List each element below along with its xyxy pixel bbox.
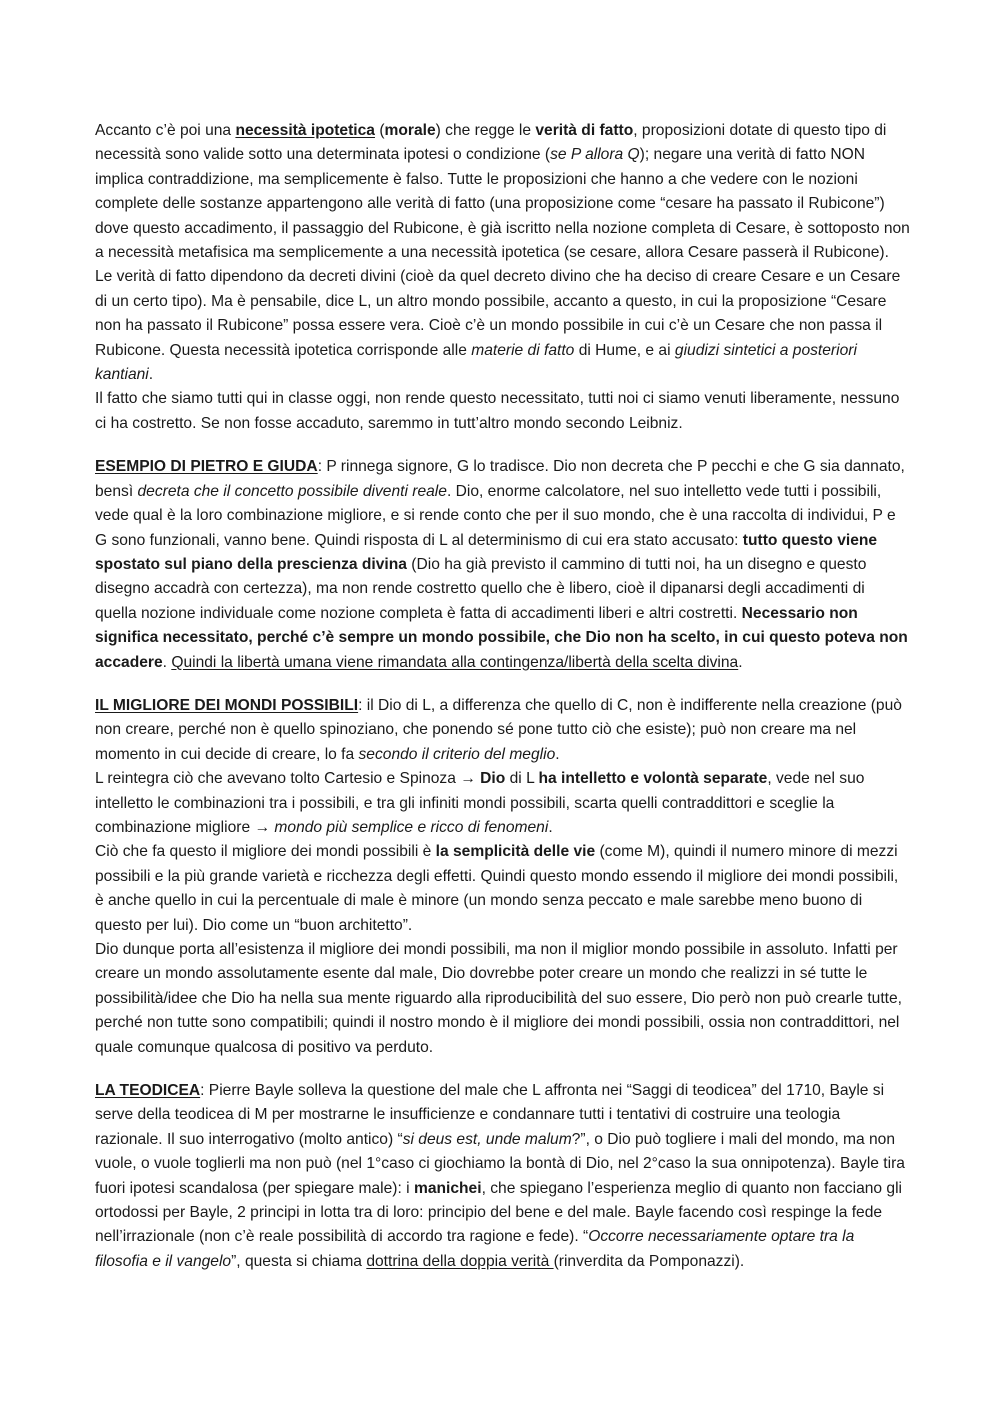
text-run: . [738, 653, 743, 671]
paragraph [95, 455, 913, 675]
italic-text: si deus est, unde malum [402, 1130, 572, 1148]
underlined-text: dottrina della doppia verità [366, 1252, 554, 1270]
text-run: . [148, 366, 154, 384]
paragraph [95, 387, 910, 436]
text-run: , vede nel suo intelletto le combinazioni tra i possibili, e tra gli infiniti mondi possibili, scarta quelli contraddittori e sceglie la combinazione migliore [95, 770, 869, 836]
text-run: L reintegra ciò che avevano tolto Cartesio e Spinoza [95, 770, 461, 788]
italic-text: Occorre necessariamente optare tra la filosofia e il vangelo [95, 1228, 859, 1270]
text-run: . [162, 653, 172, 671]
italic-text: decreta che il concetto possibile diventi reale [137, 482, 447, 500]
text-run: ); negare una verità di fatto NON implica contraddizione, ma semplicemente è falso. Tutte le proposizioni che hanno a che vedere con le nozioni complete delle sostanze appartengono alle verità di fatto (una proposizione come “cesare ha passato il Rubicone”) dove questo accadimento, il passaggio del Rubicone, è già iscritto nella nozione completa di Cesare, è sottoposto non a necessità metafisica ma semplicemente a una necessità ipotetica (se cesare, allora Cesare passerà il Rubicone). Le verità di fatto dipendono da decreti divini (cioè da quel decreto divino che ha deciso di creare Cesare e un Cesare di un certo tipo). Ma è pensabile, dice L, un altro mondo possibile, accanto a questo, in cui la proposizione “Cesare non ha passato il Rubicone” possa essere vera. Cioè c’è un mondo possibile in cui c’è un Cesare che non passa il Rubicone. Questa necessità ipotetica corrisponde alle [95, 146, 915, 359]
paragraph [95, 119, 915, 387]
paragraph [95, 840, 910, 938]
text-run: (Dio ha già previsto il cammino di tutti noi, ha un disegno e questo disegno accadrà con certezza), ma non rende costretto quello che è libero, cioè il dipanarsi degli accadimenti di quella nozione individuale come nozione completa è fatta di accadimenti liberi e altri costretti. [95, 555, 871, 622]
text-run: ) che regge le [435, 122, 536, 139]
bold-text: Necessario non significa necessitato, perché c’è sempre un mondo possibile, che Dio non ha scelto, in cui questo poteva non accadere [95, 604, 913, 671]
text-run: . Dio, enorme calcolatore, nel suo intelletto vede tutti i possibili, vede qual è la loro combinazione migliore, e si rende conto che per il suo mondo, che è una raccolta di individui, P e G sono funzionali, vanno bene. Quindi risposta di L al determinismo di cui era stato accusato: [95, 482, 901, 549]
paragraph [95, 1079, 910, 1274]
text-run: , che spiegano l’esperienza meglio di quanto non facciano gli ortodossi per Bayle, 2 principi in lotta tra di loro: principio del bene e del male. Bayle facendo così respinge la fede nell’irrazionale (non c’è reale possibilità di accordo tra ragione e fede). “ [95, 1179, 907, 1246]
section-heading: ESEMPIO DI PIETRO E GIUDA [95, 458, 318, 476]
bold-text: → [460, 770, 481, 788]
text-run: ”, questa si chiama [231, 1252, 367, 1270]
text-run: ( [374, 122, 385, 139]
bold-text: manichei [413, 1179, 482, 1197]
italic-text: giudizi sintetici a posteriori kantiani [95, 341, 862, 384]
paragraph [95, 767, 910, 840]
italic-text: se P allora Q [550, 146, 640, 164]
underlined-text: Quindi la libertà umana viene rimandata alla contingenza/libertà della scelta divina [171, 653, 739, 671]
text-run: Il fatto che siamo tutti qui in classe oggi, non rende questo necessitato, tutti noi ci siamo venuti liberamente, nessuno ci ha costretto. Se non fosse accaduto, saremmo in tutt’altro mondo secondo Leibniz. [95, 390, 904, 432]
bold-text: ha intelletto e volontà separate [538, 770, 768, 788]
paragraph [95, 938, 910, 1060]
text-run: Dio dunque porta all’esistenza il migliore dei mondi possibili, ma non il miglior mondo possibile in assoluto. Infatti per creare un mondo assolutamente esente dal male, Dio dovrebbe poter creare un mondo che realizzi in sé tutte le possibilità/idee che Dio ha nella sua mente riguardo alla riproducibilità del suo essere, Dio però non può crearle tutte, perché non tutte sono compatibili; quindi il nostro mondo è il migliore dei mondi possibili, ossia non contraddittori, nel quale comunque qualcosa di positivo va perduto. [95, 941, 907, 1056]
section-heading: necessità ipotetica [235, 122, 375, 139]
text-run: : Pierre Bayle solleva la questione del male che L affronta nei “Saggi di teodicea” del 1710, Bayle si serve della teodicea di M per mostrarne le insufficienze e condannare tutti i tentativi di costruire una teologia razionale. Il suo interrogativo (molto antico) “ [95, 1082, 889, 1148]
italic-text: secondo il criterio del meglio [358, 745, 556, 763]
document-page [95, 119, 915, 1293]
text-run: di Hume, e ai [574, 341, 675, 359]
bold-text: Dio [480, 770, 506, 788]
italic-text: mondo più semplice e ricco di fenomeni [274, 818, 549, 836]
paragraph [95, 694, 910, 767]
text-run: . [548, 818, 553, 836]
bold-text: morale [384, 122, 436, 139]
bold-text: verità di fatto [535, 122, 634, 139]
text-run: (come M), quindi il numero minore di mezzi possibili e la più grande varietà e ricchezza degli effetti. Quindi questo mondo essendo il migliore dei mondi possibili, è anche quello in cui la percentuale di male è minore (un mondo senza peccato e male sarebbe meno buono di questo per lui). Dio come un “buon architetto”. [95, 843, 903, 934]
text-run: , proposizioni dotate di questo tipo di necessità sono valide sotto una determinata ipotesi o condizione ( [95, 122, 891, 164]
text-run: : P rinnega signore, G lo tradisce. Dio non decreta che P pecchi e che G sia dannato, bensì [95, 458, 910, 500]
text-run: ?”, o Dio può togliere i mali del mondo, ma non vuole, o vuole toglierli ma non può (nel 1°caso ci giochiamo la bontà di Dio, nel 2°caso la sua onnipotenza). Bayle tira fuori ipotesi scandalosa (per spiegare male): i [95, 1130, 910, 1197]
text-run: : il Dio di L, a differenza che quello di C, non è indifferente nella creazione (può non creare, perché non è quello spinoziano, che ponendo sé pone tutto ciò che esiste); può non creare ma nel momento in cui decide di creare, lo fa [95, 696, 907, 763]
text-run: (rinverdita da Pomponazzi). [553, 1252, 745, 1270]
bold-text: la semplicità delle vie [435, 843, 596, 861]
text-run: Ciò che fa questo il migliore dei mondi possibili è [95, 843, 436, 861]
italic-text: materie di fatto [471, 341, 575, 359]
bold-text: → [254, 818, 275, 836]
text-run: Accanto c’è poi una [95, 122, 236, 139]
bold-text: tutto questo viene spostato sul piano della prescienza divina [95, 531, 882, 573]
section-heading: LA TEODICEA [95, 1082, 201, 1100]
text-run: . [555, 745, 560, 763]
section-heading: IL MIGLIORE DEI MONDI POSSIBILI [95, 696, 359, 714]
text-run: di L [505, 770, 539, 788]
